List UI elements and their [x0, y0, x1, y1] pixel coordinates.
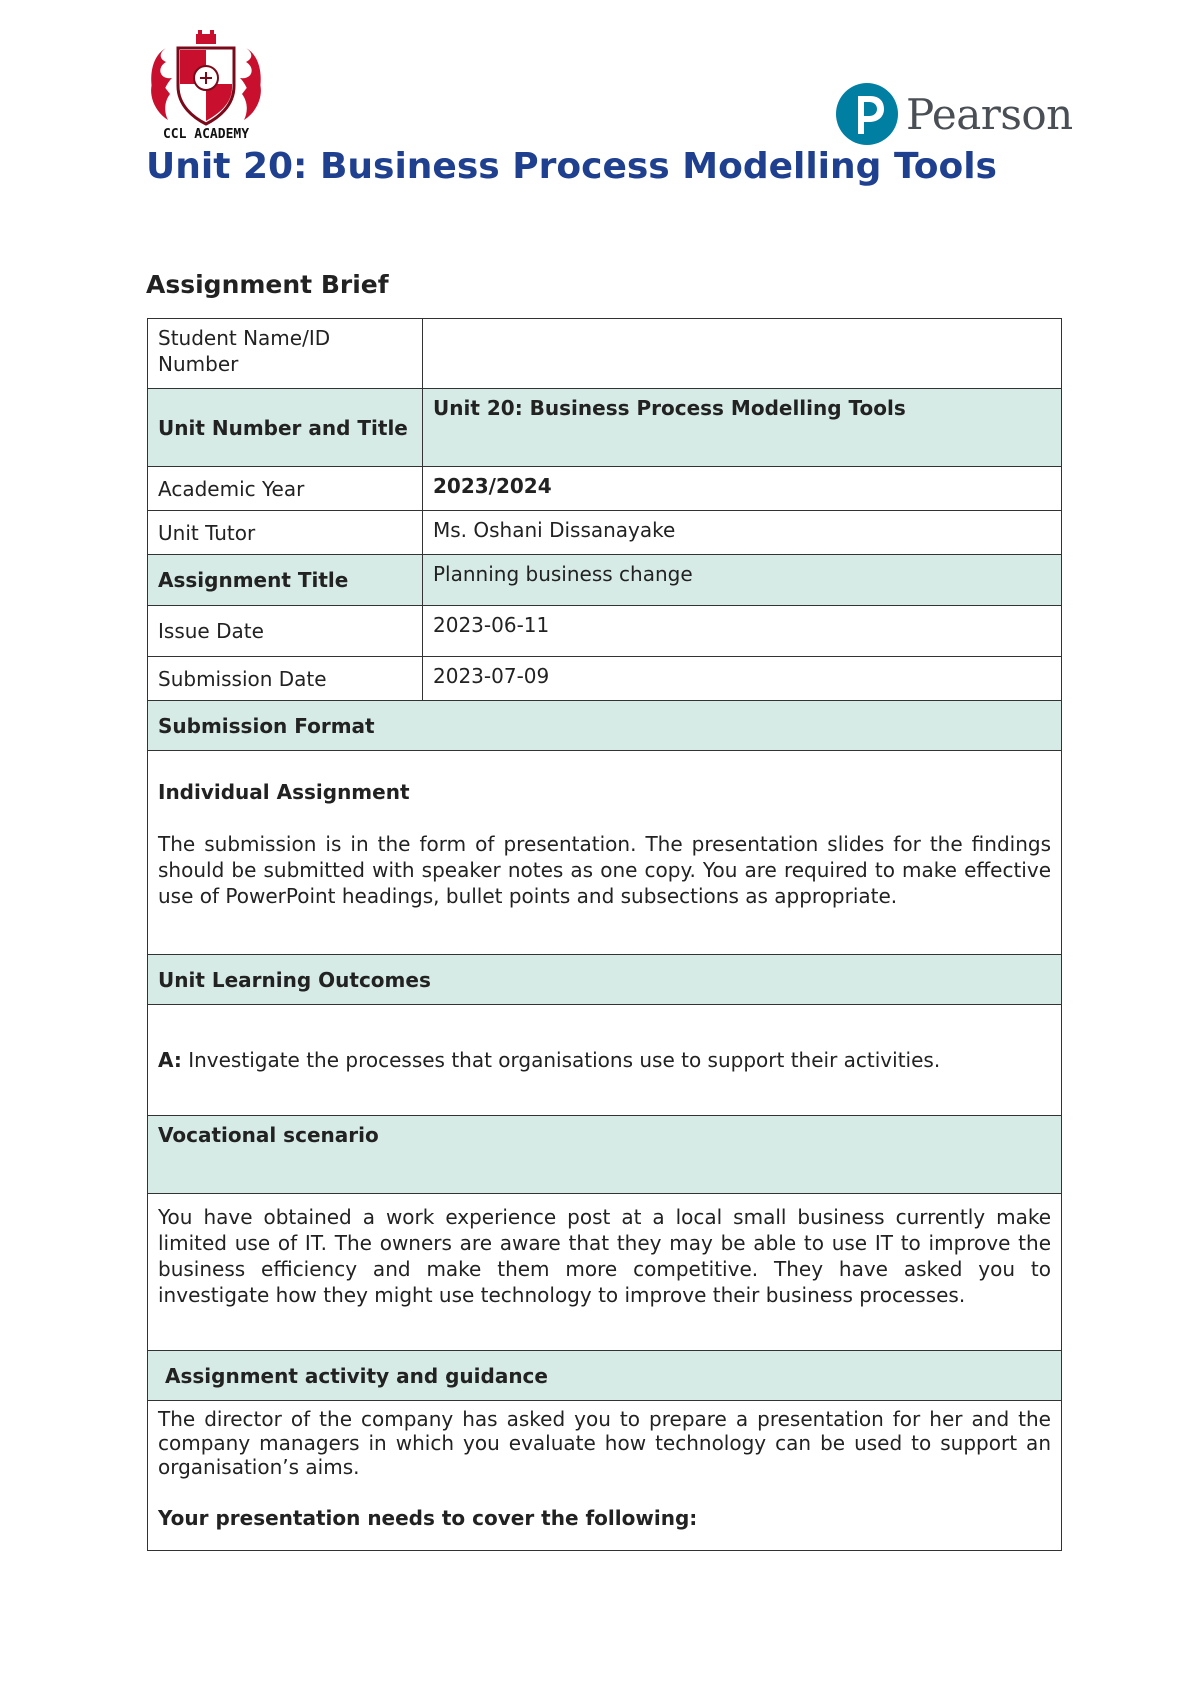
vocational-scenario-text: You have obtained a work experience post at a local small business currently make limited use of IT. The owners are aware that they may be able to use IT to improve the business efficiency and make them more competitive. They have asked you to investigate how they might use technology to improve their business processes.: [148, 1194, 1062, 1351]
ccl-academy-logo: [146, 28, 266, 146]
row-submission: [148, 657, 1062, 701]
outcome-text: Investigate the processes that organisations use to support their activities.: [181, 1048, 941, 1072]
row-format-body: [148, 751, 1062, 955]
pearson-p-icon: [836, 80, 898, 148]
issue-value: 2023-06-11: [423, 606, 1062, 657]
activity-guidance-heading: Assignment activity and guidance: [148, 1351, 1062, 1401]
individual-assignment-subheading: Individual Assignment: [158, 780, 410, 804]
row-outcomes-heading: [148, 955, 1062, 1005]
issue-label: Issue Date: [148, 606, 423, 657]
student-value: [423, 319, 1062, 389]
row-year: [148, 467, 1062, 511]
activity-guidance-cell: [148, 1401, 1062, 1551]
learning-outcomes-heading: Unit Learning Outcomes: [148, 955, 1062, 1005]
row-activity-heading: [148, 1351, 1062, 1401]
row-tutor: [148, 511, 1062, 555]
student-label: Student Name/ID Number: [148, 319, 423, 389]
row-format-heading: [148, 701, 1062, 751]
document-title: Unit 20: Business Process Modelling Tools: [146, 146, 997, 187]
activity-guidance-text: The director of the company has asked you to prepare a presentation for her and the company managers in which you evaluate how technology can be used to support an organisation’s aims.: [158, 1407, 1051, 1479]
unit-label: Unit Number and Title: [148, 389, 423, 467]
pearson-logo: [836, 80, 1073, 148]
outcome-prefix: A:: [158, 1048, 182, 1072]
learning-outcome-a: [148, 1005, 1062, 1116]
pearson-wordmark: Pearson: [906, 89, 1073, 139]
submission-value: 2023-07-09: [423, 657, 1062, 701]
vocational-scenario-heading: Vocational scenario: [148, 1116, 1062, 1194]
year-value: 2023/2024: [423, 467, 1062, 511]
assignment-title-value: Planning business change: [423, 555, 1062, 606]
row-student: [148, 319, 1062, 389]
assignment-brief-table: [147, 318, 1062, 1551]
row-scenario-body: [148, 1194, 1062, 1351]
unit-value: Unit 20: Business Process Modelling Tools: [423, 389, 1062, 467]
assignment-brief-heading: Assignment Brief: [146, 270, 389, 299]
row-issue: [148, 606, 1062, 657]
submission-label: Submission Date: [148, 657, 423, 701]
tutor-value: Ms. Oshani Dissanayake: [423, 511, 1062, 555]
assignment-title-label: Assignment Title: [148, 555, 423, 606]
row-scenario-heading: [148, 1116, 1062, 1194]
year-label: Academic Year: [148, 467, 423, 511]
submission-format-cell: [148, 751, 1062, 955]
row-activity-body: [148, 1401, 1062, 1551]
tutor-label: Unit Tutor: [148, 511, 423, 555]
row-outcomes-body: [148, 1005, 1062, 1116]
submission-format-heading: Submission Format: [148, 701, 1062, 751]
row-assignment-title: [148, 555, 1062, 606]
row-unit: [148, 389, 1062, 467]
submission-format-text: The submission is in the form of presentation. The presentation slides for the findings should be submitted with speaker notes as one copy. You are required to make effective use of PowerPoint headings, bullet points and subsections as appropriate.: [158, 832, 1051, 908]
presentation-cover-heading: Your presentation needs to cover the following:: [158, 1506, 698, 1530]
svg-text:CCL ACADEMY: CCL ACADEMY: [162, 127, 250, 142]
